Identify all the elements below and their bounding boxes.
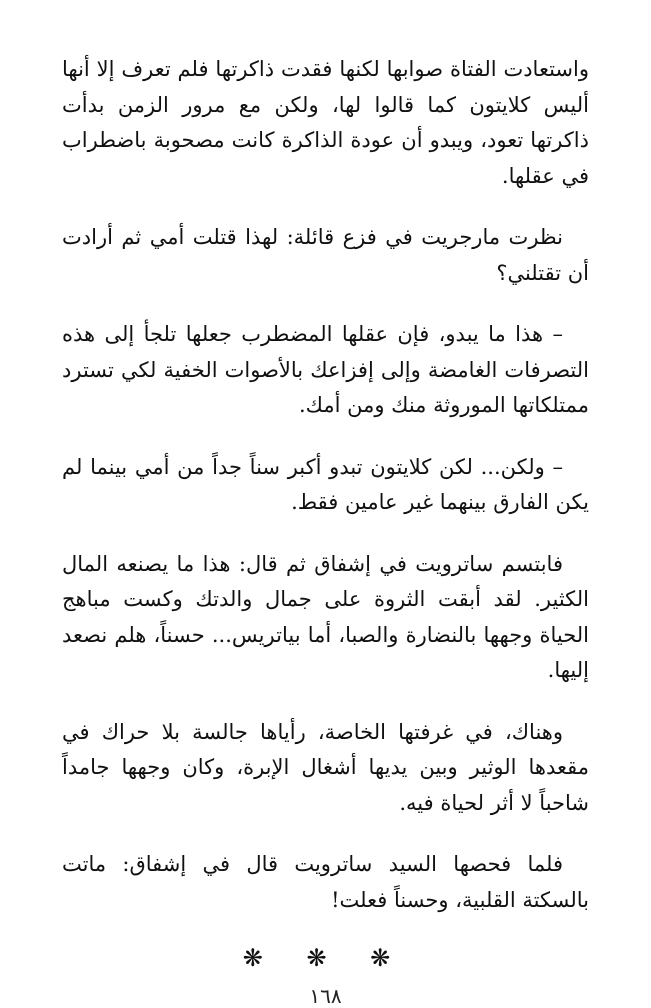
paragraph-1: واستعادت الفتاة صوابها لكنها فقدت ذاكرتها فلم تعرف إلا أنها أليس كلايتون كما قالوا لها، ولكن مع مرور الزمن بدأت ذاكرتها تعود، ويبدو أن عودة الذاكرة كانت مصحوبة باضطراب في عقلها. [62, 57, 589, 188]
paragraph-7: فلما فحصها السيد ساترويت قال في إشفاق: ماتت بالسكتة القلبية، وحسناً فعلت! [62, 852, 589, 912]
book-page [62, 52, 589, 972]
paragraph-4: – ولكن... لكن كلايتون تبدو أكبر سناً جداً من أمي بينما لم يكن الفارق بينهما غير عامين فقط. [62, 454, 589, 514]
paragraph-5: فابتسم ساترويت في إشفاق ثم قال: هذا ما يصنعه المال الكثير. لقد أبقت الثروة على جمال والدتك وكست مباهج الحياة وجهها بالنضارة والصبا، أما بياتريس... حسناً، هلم نصعد إليها. [62, 551, 589, 682]
paragraph-6: وهناك، في غرفتها الخاصة، رأياها جالسة بلا حراك في مقعدها الوثير وبين يديها أشغال الإبرة، وكان وجهها جامداً شاحباً لا أثر لحياة فيه. [62, 719, 589, 815]
page-number: ١٦٨ [309, 984, 342, 1008]
paragraph-2: نظرت مارجريت في فزع قائلة: لهذا قتلت أمي ثم أرادت أن تقتلني؟ [62, 225, 589, 285]
section-break-ornament: ❋ ❋ ❋ [242, 944, 409, 972]
paragraph-3: – هذا ما يبدو، فإن عقلها المضطرب جعلها تلجأ إلى هذه التصرفات الغامضة وإلى إفزاعك بالأصوات الخفية لكي تسترد ممتلكاتها الموروثة منك ومن أمك. [62, 322, 589, 417]
